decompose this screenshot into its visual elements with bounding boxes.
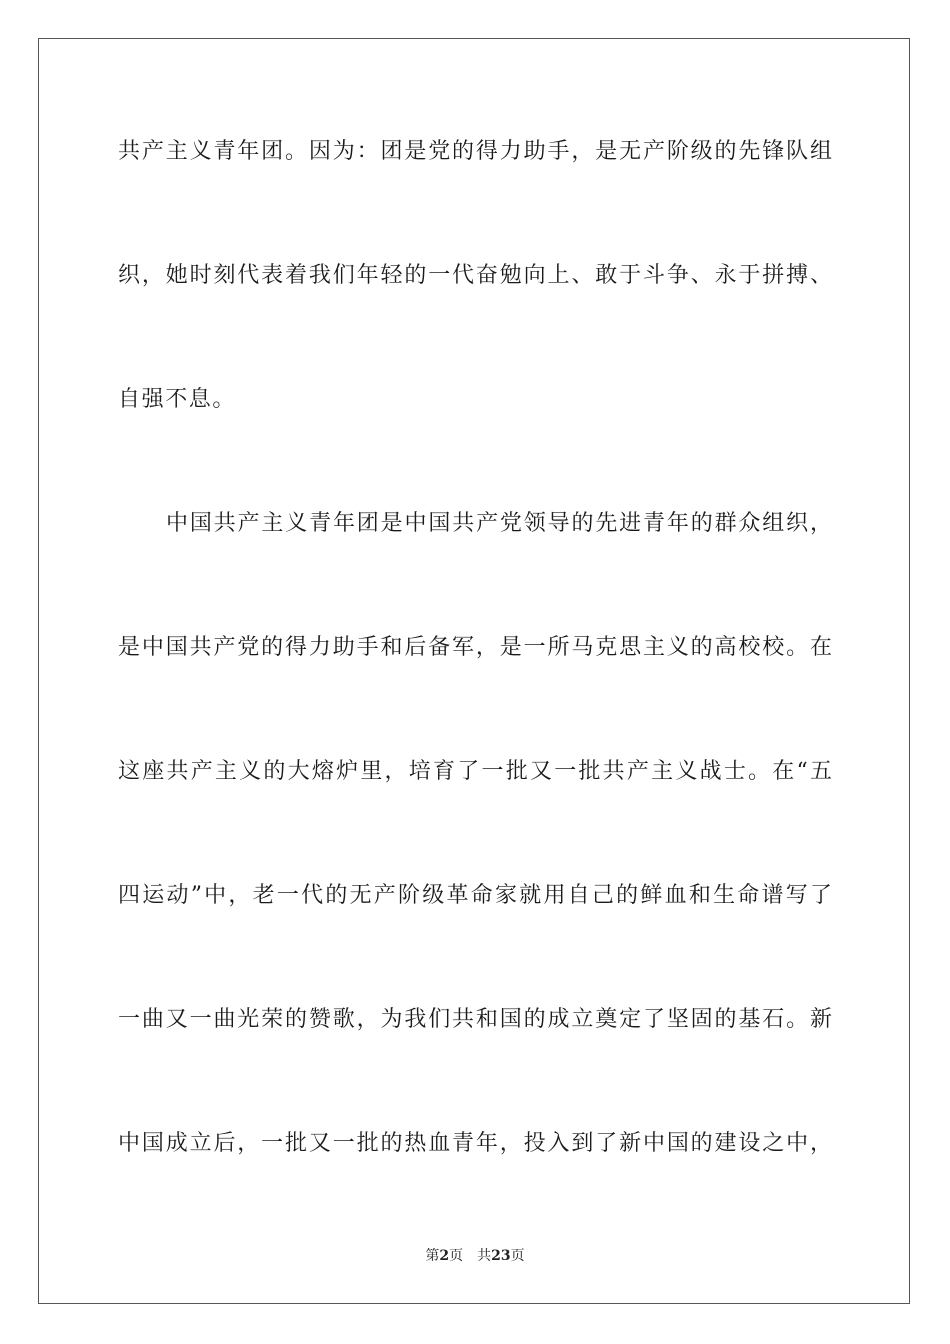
total-pages: 23 [491,1248,511,1264]
body-line-4: 中国共产主义青年团是中国共产党领导的先进青年的群众组织， [166,511,832,536]
page-suffix: 页 [449,1248,464,1264]
body-line-2: 织，她时刻代表着我们年轻的一代奋勉向上、敢于斗争、永于拼搏、 [118,263,832,288]
body-line-1: 共产主义青年团。因为：团是党的得力助手，是无产阶级的先锋队组 [118,139,832,164]
body-line-9: 中国成立后，一批又一批的热血青年，投入到了新中国的建设之中， [118,1131,832,1156]
total-suffix: 页 [510,1248,525,1264]
body-line-3: 自强不息。 [118,387,237,412]
page-footer [0,1246,950,1266]
total-prefix: 共 [477,1248,492,1264]
body-line-7: 四运动”中，老一代的无产阶级革命家就用自己的鲜血和生命谱写了 [118,883,832,908]
page-prefix: 第 [425,1248,440,1264]
body-line-5: 是中国共产党的得力助手和后备军，是一所马克思主义的高校校。在 [118,635,832,660]
body-line-8: 一曲又一曲光荣的赞歌，为我们共和国的成立奠定了坚固的基石。新 [118,1007,832,1032]
page-border [38,38,910,1304]
page-number: 2 [439,1248,450,1264]
body-line-6: 这座共产主义的大熔炉里，培育了一批又一批共产主义战士。在“五 [118,759,832,784]
